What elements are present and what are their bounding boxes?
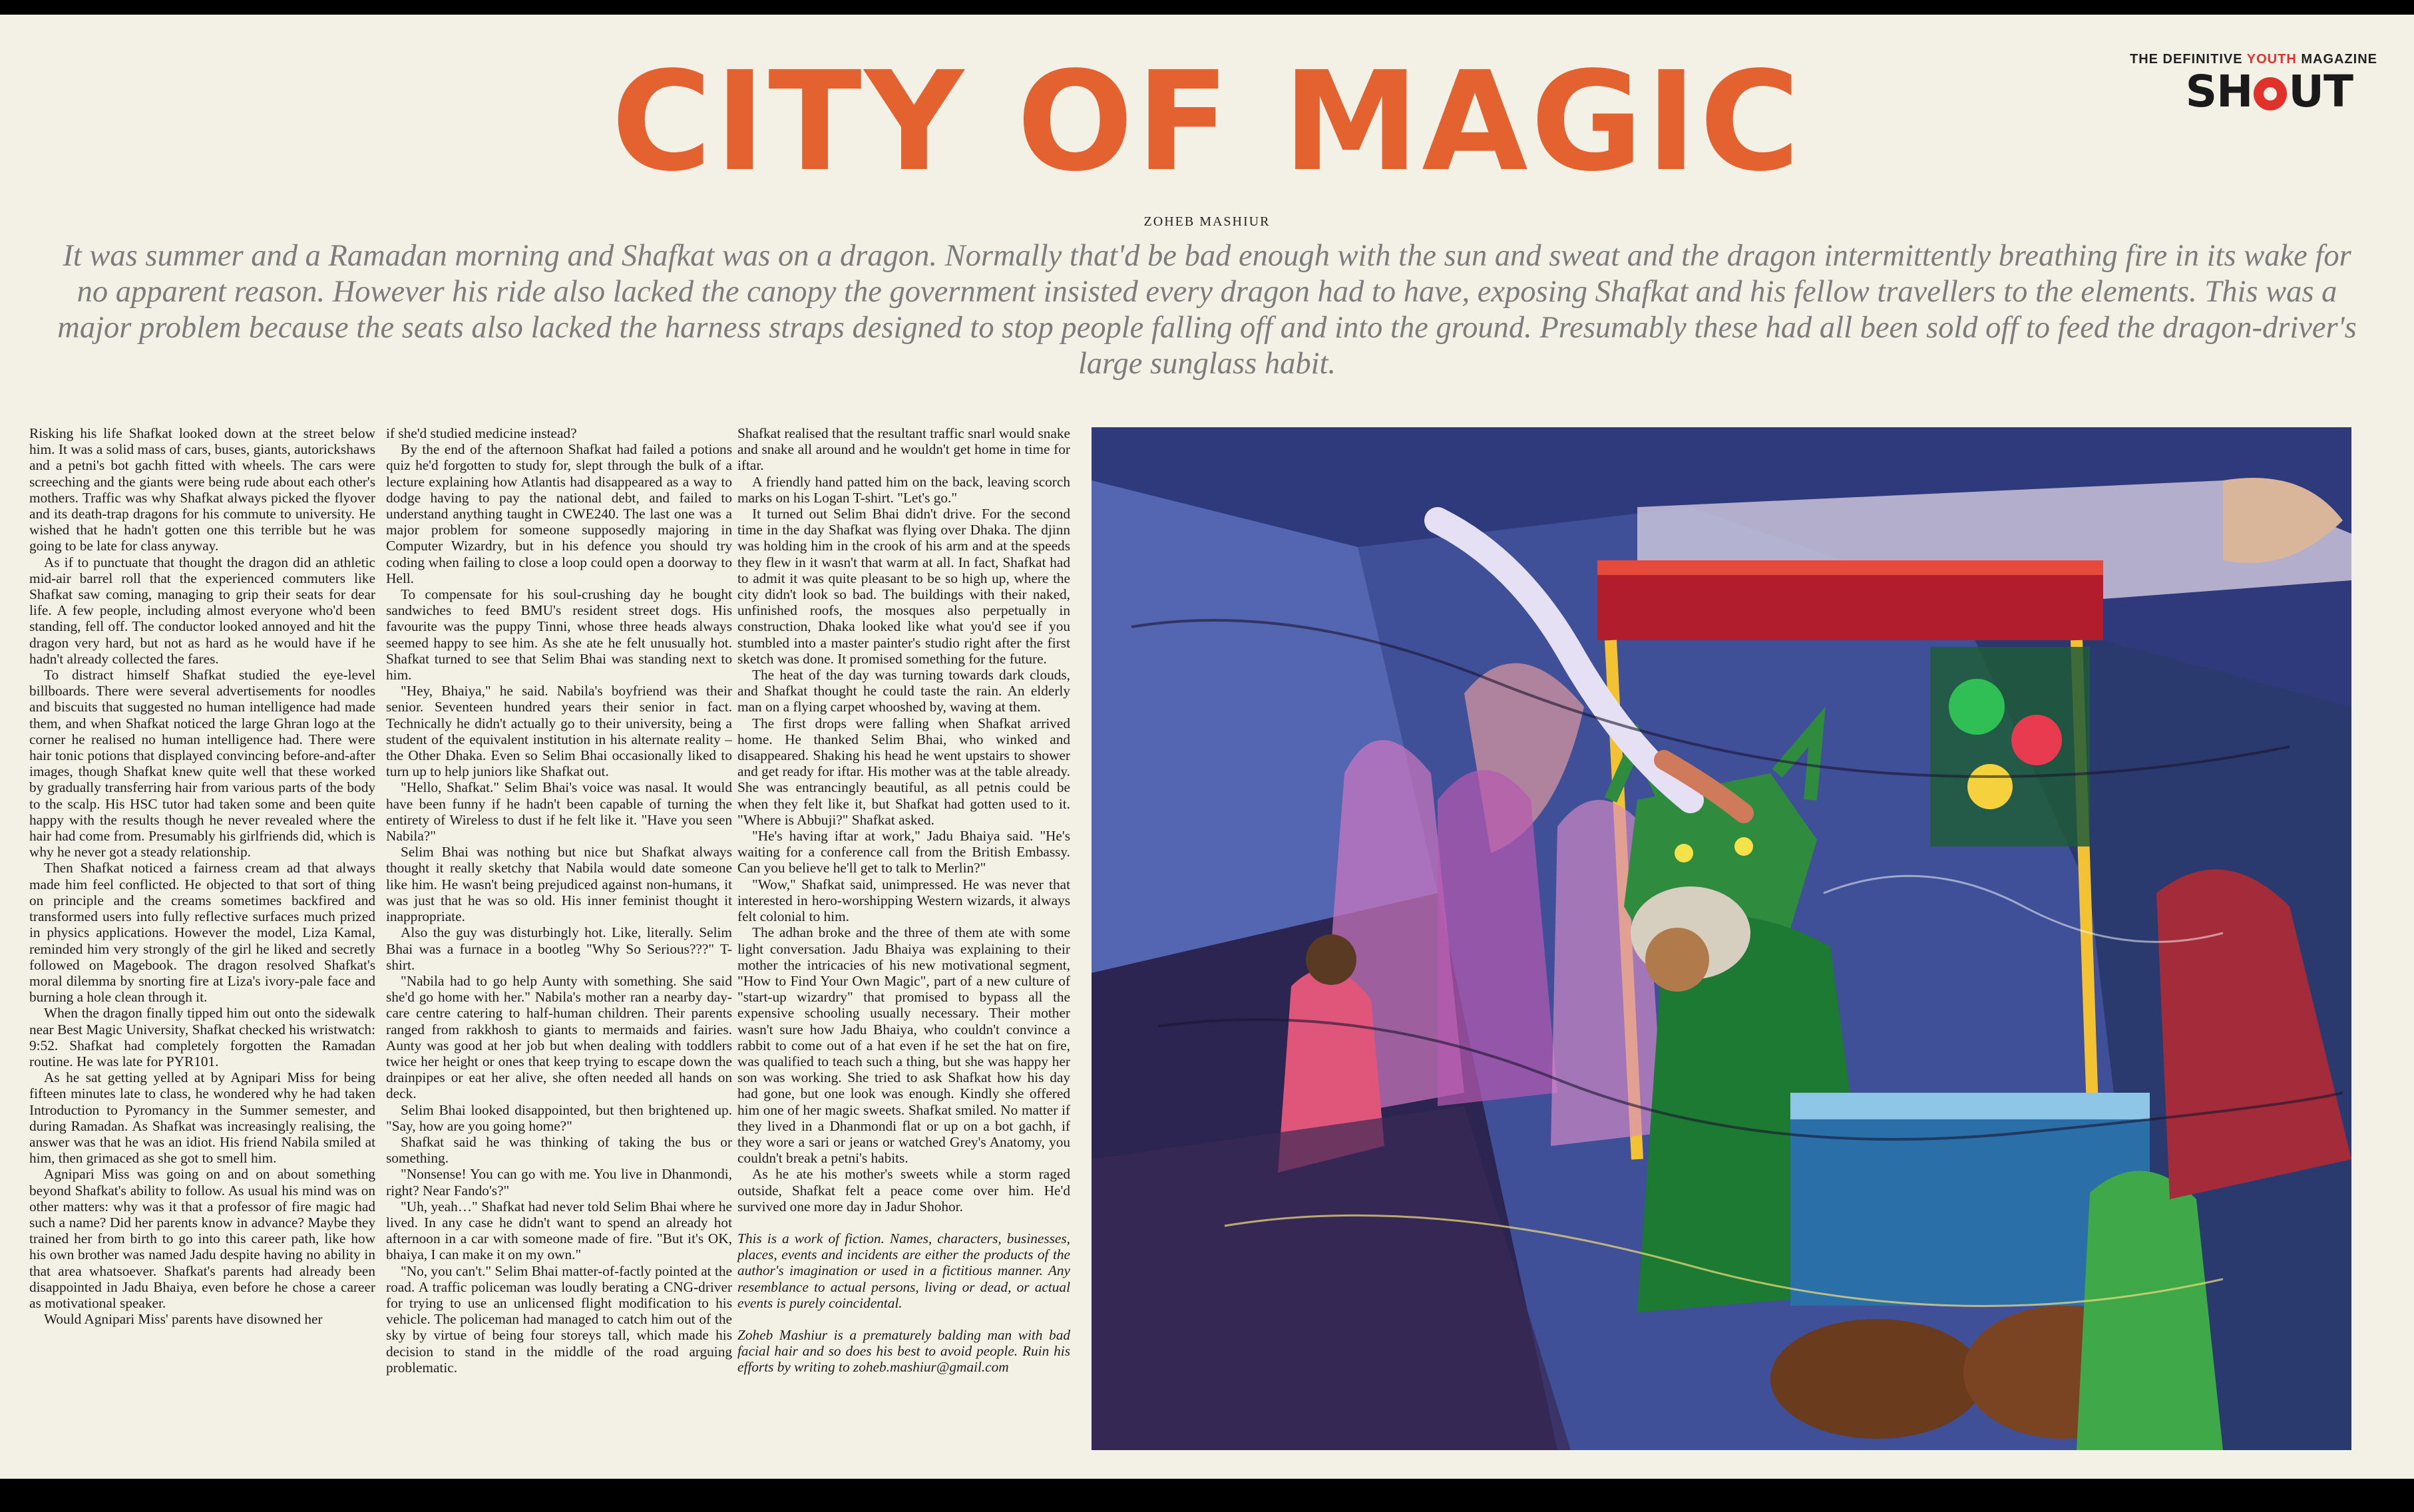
- paragraph: Then Shafkat noticed a fairness cream ad that always made him feel conflicted. He objected to that sort of thing on principle and the creams sometimes backfired and transformed users into fully reflective surfaces much prized in physics applications. However the model, Liza Kamal, reminded him very strongly of the girl he liked and secretly followed on Magebook. The dragon resolved Shafkat's moral dilemma by snorting fire at Liza's ivory-pale face and burning a hole clean through it.: [29, 860, 375, 1006]
- paragraph: "Nonsense! You can go with me. You live in Dhanmondi, right? Near Fando's?": [386, 1166, 732, 1199]
- paragraph: "Hello, Shafkat." Selim Bhai's voice was nasal. It would have been funny if he hadn't been capable of turning the entirety of Wireless to dust if he felt like it. "Have you seen Nabila?": [386, 779, 732, 845]
- paragraph: The adhan broke and the three of them ate with some light conversation. Jadu Bhaiya was explaining to their mother the intricacies of his new motivational segment, "How to Find Your Own Magic", part of a new culture of "start-up wizardry" that promised to bypass all the expensive schooling usually necessary. Their mother wasn't sure how Jadu Bhaiya, who couldn't convince a rabbit to come out of a hat even if he set the hat on fire, was qualified to teach such a thing, but she was happy her son was working. She tried to ask Shafkat how his day had gone, but one look was enough. Kindly she offered him one of her magic sweets. Shafkat smiled. No matter if they lived in a Dhanmondi flat or up on a bot gachh, if they wore a sari or jeans or watched Grey's Anatomy, you couldn't break a petni's habits.: [737, 924, 1070, 1167]
- paragraph: Also the guy was disturbingly hot. Like, literally. Selim Bhai was a furnace in a bootleg "Why So Serious???" T-shirt.: [386, 924, 732, 973]
- magazine-brand: [2130, 52, 2378, 117]
- paragraph: "No, you can't." Selim Bhai matter-of-factly pointed at the road. A traffic policeman was loudly berating a CNG-driver for trying to use an unlicensed flight modification to his vehicle. The policeman had managed to catch him out of the sky by virtue of being four storeys tall, which made his decision to stand in the middle of the road arguing problematic.: [386, 1262, 732, 1376]
- headline: CITY OF MAGIC: [611, 42, 1803, 202]
- paragraph: if she'd studied medicine instead?: [386, 425, 577, 441]
- paragraph: Shafkat said he was thinking of taking the bus or something.: [386, 1133, 732, 1167]
- paragraph: As he ate his mother's sweets while a storm raged outside, Shafkat felt a peace come over him. He'd survived one more day in Jadur Shohor.: [737, 1166, 1070, 1215]
- tagline-pre: THE DEFINITIVE: [2130, 52, 2243, 67]
- byline: ZOHEB MASHIUR: [1143, 214, 1271, 229]
- shout-logo: [2130, 66, 2353, 117]
- paragraph: By the end of the afternoon Shafkat had failed a potions quiz he'd forgotten to study for, slept through the bulk of a lecture explaining how Atlantis had disappeared as a way to dodge having to pay the national debt, and failed to understand anything taught in CWE240. The last one was a major problem for someone supposedly majoring in Computer Wizardry, but in his defence you should try coding when failing to close a loop could open a doorway to Hell.: [386, 441, 732, 586]
- paragraph: Shafkat realised that the resultant traffic snarl would snake and snake all around and he wouldn't get home in time for iftar.: [737, 425, 1070, 474]
- paragraph: "Hey, Bhaiya," he said. Nabila's boyfriend was their senior. Seventeen hundred years their senior in fact. Technically he didn't actually go to their university, being a student of the equivalent institution in his alternate reality – the Other Dhaka. Even so Selim Bhai occasionally liked to turn up to help juniors like Shafkat out.: [386, 683, 732, 780]
- article-column-1: [29, 425, 375, 1450]
- paragraph: It turned out Selim Bhai didn't drive. For the second time in the day Shafkat was flying over Dhaka. The djinn was holding him in the crook of his arm and at the speeds they flew in it wasn't that warm at all. In fact, Shafkat had to admit it was quite pleasant to be so high up, where the city didn't look so bad. The buildings with their naked, unfinished roofs, the mosques also perpetually in construction, Dhaka looked like what you'd see if you stumbled into a master painter's studio right after the first sketch was done. It promised something for the future.: [737, 506, 1070, 667]
- paragraph: The heat of the day was turning towards dark clouds, and Shafkat thought he could taste the rain. An elderly man on a flying carpet whooshed by, waving at them.: [737, 667, 1070, 715]
- logo-text-left: SH: [2185, 66, 2253, 117]
- tagline-post: MAGAZINE: [2301, 52, 2378, 67]
- brand-tagline: [2130, 52, 2378, 67]
- paragraph: Would Agnipari Miss' parents have disowned her: [44, 1311, 323, 1328]
- paragraph: The first drops were falling when Shafkat arrived home. He thanked Selim Bhai, who winked and disappeared. Shaking his head he went upstairs to shower and get ready for iftar. His mother was at the table already. She was entrancingly beautiful, as all petnis could be when they felt like it, but Shafkat had gotten used to it. "Where is Abbuji?" Shafkat asked.: [737, 715, 1070, 828]
- logo-o-target-icon: [2254, 77, 2287, 110]
- paragraph: Risking his life Shafkat looked down at the street below him. It was a solid mass of cars, buses, giants, autorickshaws and a petni's bot gachh fitted with wheels. The cars were screeching and the giants were being rude about each other's mothers. Traffic was why Shafkat always picked the flyover and its death-trap dragons for his commute to university. He wished that he hadn't gotten one this terrible but he was going to be late for class anyway.: [29, 425, 375, 554]
- paragraph: "He's having iftar at work," Jadu Bhaiya said. "He's waiting for a conference call from the British Embassy. Can you believe he'll get to talk to Merlin?": [737, 828, 1070, 876]
- paragraph: "Uh, yeah…" Shafkat had never told Selim Bhai where he lived. In any case he didn't want to spend an already hot afternoon in a car with someone made of fire. "But it's OK, bhaiya, I can make it on my own.": [386, 1198, 732, 1263]
- paragraph: Selim Bhai looked disappointed, but then brightened up. "Say, how are you going home?": [386, 1101, 732, 1134]
- paragraph: When the dragon finally tipped him out onto the sidewalk near Best Magic University, Shafkat checked his wristwatch: 9:52. Shafkat had completely forgotten the Ramadan routine. He was late for PYR101.: [29, 1005, 375, 1069]
- paragraph: "Nabila had to go help Aunty with something. She said she'd go home with her." Nabila's mother ran a nearby day-care centre catering to half-human children. Their parents ranged from rakkhosh to giants to mermaids and fairies. Aunty was good at her job but when dealing with toddlers twice her height or ones that keep trying to escape down the drainpipes or eat her alive, she often needed all hands on deck.: [386, 972, 732, 1102]
- street-scene-illustration: [1092, 427, 2351, 1450]
- illustration-canvas: [1092, 427, 2351, 1450]
- paragraph: Agnipari Miss was going on and on about something beyond Shafkat's ability to follow. As usual his mind was on other matters: why was it that a professor of fire magic had such a name? Did her parents know in advance? Maybe they trained her from birth to go into this career path, like how his own brother was named Jadu despite having no ability in that area whatsoever. Shafkat's parents had already been disappointed in Jadu Bhaiya, even before he chose a career as motivational speaker.: [29, 1166, 375, 1311]
- author-bio: Zoheb Mashiur is a prematurely balding man with bad facial hair and so does his best to avoid people. Ruin his efforts by writing to zoheb.mashiur@gmail.com: [737, 1326, 1070, 1376]
- paragraph: To compensate for his soul-crushing day he bought sandwiches to feed BMU's resident street dogs. His favourite was the puppy Tinni, whose three heads always seemed happy to see him. As she ate he felt unusually hot. Shafkat turned to see that Selim Bhai was standing next to him.: [386, 586, 732, 683]
- article-column-3: [737, 425, 1070, 1450]
- tagline-highlight: YOUTH: [2246, 52, 2297, 67]
- paragraph: As he sat getting yelled at by Agnipari Miss for being fifteen minutes late to class, he wondered why he had taken Introduction to Pyromancy in the Summer semester, and during Ramadan. As Shafkat was increasingly realising, the answer was that he was an idiot. His friend Nabila smiled at him, then grimaced as she got to smell him.: [29, 1069, 375, 1167]
- fiction-disclaimer: This is a work of fiction. Names, characters, businesses, places, events and incidents are either the products of the author's imagination or used in a fictitious manner. Any resemblance to actual persons, living or dead, or actual events is purely coincidental.: [737, 1230, 1070, 1311]
- paragraph: As if to punctuate that thought the dragon did an athletic mid-air barrel roll that the experienced commuters like Shafkat saw coming, managing to grip their seats for dear life. A few people, including almost everyone who'd been standing, fell off. The conductor looked annoyed and hit the dragon very hard, but not as hard as he would have if he hadn't already collected the fares.: [29, 554, 375, 667]
- article-column-2: [386, 425, 732, 1450]
- paragraph: A friendly hand patted him on the back, leaving scorch marks on his Logan T-shirt. "Let's go.": [737, 473, 1070, 506]
- logo-text-right: UT: [2288, 66, 2353, 117]
- paragraph: "Wow," Shafkat said, unimpressed. He was never that interested in hero-worshipping Western wizards, it always felt colonial to him.: [737, 876, 1070, 925]
- paragraph: To distract himself Shafkat studied the eye-level billboards. There were several advertisements for noodles and biscuits that suggested no human intelligence had made them, and when Shafkat noticed the large Ghran logo at the corner he realised no human intelligence had. There were hair tonic potions that displayed convincing before-and-after images, though Shafkat knew quite well that these worked by gradually transferring hair from various parts of the body to the scalp. His HSC tutor had taken some and been quite happy with the results though he never revealed where the hair had come from. Presumably his girlfriends did, which is why he never got a steady relationship.: [29, 667, 375, 860]
- paragraph: Selim Bhai was nothing but nice but Shafkat always thought it really sketchy that Nabila would date someone like him. He wasn't being prejudiced against non-humans, it was just that he was so old. His inner feminist thought it inappropriate.: [386, 844, 732, 925]
- standfirst: It was summer and a Ramadan morning and Shafkat was on a dragon. Normally that'd be bad enough with the sun and sweat and the dragon intermittently breathing fire in its wake for no apparent reason. However his ride also lacked the canopy the government insisted every dragon had to have, exposing Shafkat and his fellow travellers to the elements. This was a major problem because the seats also lacked the harness straps designed to stop people falling off and into the ground. Presumably these had all been sold off to feed the dragon-driver's large sunglass habit.: [57, 239, 2357, 381]
- newspaper-page: [0, 15, 2414, 1479]
